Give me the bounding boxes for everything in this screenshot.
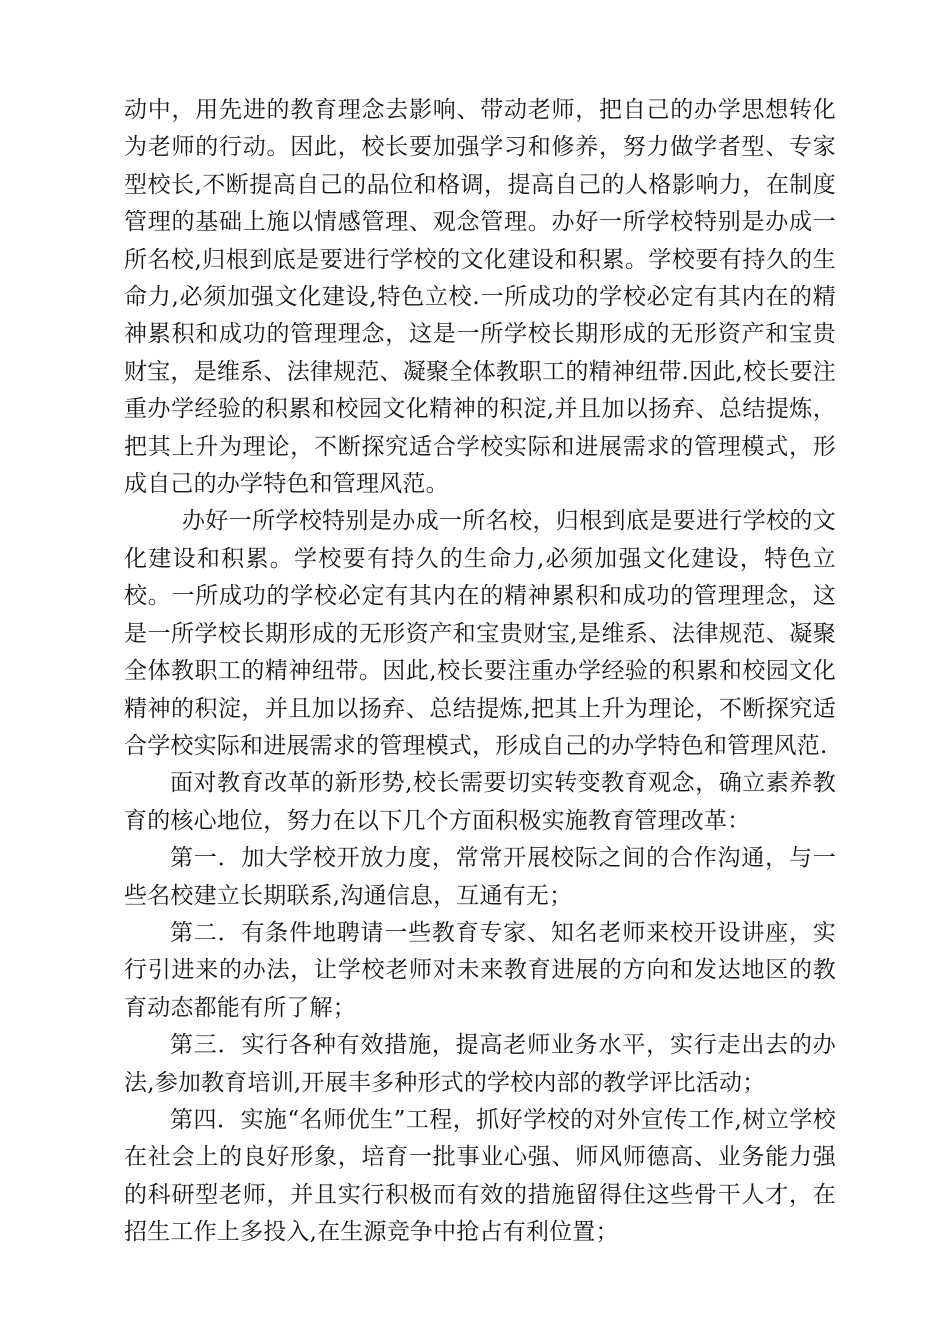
document-body: [124, 92, 836, 1252]
paragraph-reform-intro: 面对教育改革的新形势,校长需要切实转变教育观念，确立素养教育的核心地位，努力在以下几个方面积极实施教育管理改革：: [124, 770, 836, 834]
paragraph-item-fourth: 第四．实施“名师优生”工程，抓好学校的对外宣传工作,树立学校在社会上的良好形象，培育一批事业心强、师风师德高、业务能力强的科研型老师，并且实行积极而有效的措施留得住这些骨干人才，在招生工作上多投入,在生源竞争中抢占有利位置；: [124, 1106, 836, 1246]
paragraph-item-first: 第一．加大学校开放力度，常常开展校际之间的合作沟通，与一些名校建立长期联系,沟通信息，互通有无；: [124, 845, 836, 909]
paragraph-school-culture: 办好一所学校特别是办成一所名校，归根到底是要进行学校的文化建设和积累。学校要有持久的生命力,必须加强文化建设，特色立校。一所成功的学校必定有其内在的精神累积和成功的管理理念，这是一所学校长期形成的无形资产和宝贵财宝,是维系、法律规范、凝聚全体教职工的精神纽带。因此,校长要注重办学经验的积累和校园文化精神的积淀，并且加以扬弃、总结提炼,把其上升为理论，不断探究适合学校实际和进展需求的管理模式，形成自己的办学特色和管理风范.: [124, 508, 836, 759]
paragraph-item-third: 第三．实行各种有效措施，提高老师业务水平，实行走出去的办法,参加教育培训,开展丰多种形式的学校内部的教学评比活动；: [124, 1032, 836, 1096]
paragraph-continued: 动中，用先进的教育理念去影响、带动老师，把自己的办学思想转化为老师的行动。因此，校长要加强学习和修养，努力做学者型、专家型校长,不断提高自己的品位和格调，提高自己的人格影响力，在制度管理的基础上施以情感管理、观念管理。办好一所学校特别是办成一所名校,归根到底是要进行学校的文化建设和积累。学校要有持久的生命力,必须加强文化建设,特色立校.一所成功的学校必定有其内在的精神累积和成功的管理理念，这是一所学校长期形成的无形资产和宝贵财宝，是维系、法律规范、凝聚全体教职工的精神纽带.因此,校长要注重办学经验的积累和校园文化精神的积淀,并且加以扬弃、总结提炼，把其上升为理论，不断探究适合学校实际和进展需求的管理模式，形成自己的办学特色和管理风范。: [124, 97, 836, 498]
paragraph-item-second: 第二．有条件地聘请一些教育专家、知名老师来校开设讲座，实行引进来的办法，让学校老师对未来教育进展的方向和发达地区的教育动态都能有所了解；: [124, 919, 836, 1021]
